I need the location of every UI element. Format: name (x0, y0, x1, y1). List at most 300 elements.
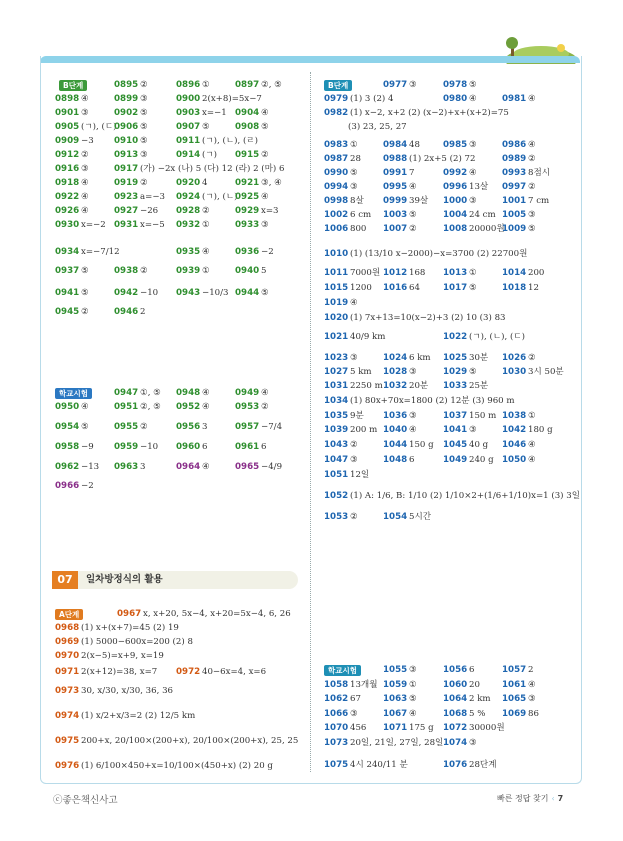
problem-number: 1002 (324, 210, 349, 220)
answer-text: ② (528, 154, 536, 164)
answer-text: ④ (469, 94, 477, 104)
problem-number: 0980 (443, 94, 468, 104)
problem-number: 1019 (324, 298, 349, 308)
problem-number: 1045 (443, 440, 468, 450)
problem-number: 0895 (114, 80, 139, 90)
answer-text: ① (409, 680, 417, 690)
answer-text: −10 (140, 442, 159, 452)
problem-number: 1056 (443, 665, 468, 675)
answer-text: ① (528, 411, 536, 421)
problem-number: 1070 (324, 723, 349, 733)
answer-text: 20분 (409, 381, 429, 391)
answer-text: −10 (140, 288, 159, 298)
problem-number: 1022 (443, 332, 468, 342)
problem-number: 0964 (176, 462, 201, 472)
problem-number: 1041 (443, 425, 468, 435)
problem-number: 0982 (324, 108, 349, 118)
answer-text: ④ (81, 402, 89, 412)
problem-number: 0973 (55, 686, 80, 696)
answer-text: 40/9 km (350, 332, 386, 342)
problem-number: 1028 (383, 367, 408, 377)
problem-number: 1069 (502, 709, 527, 719)
problem-number: 0956 (176, 422, 201, 432)
problem-number: 1029 (443, 367, 468, 377)
answer-text: (1) 80x+70x=1800 (2) 12분 (3) 960 m (350, 396, 515, 406)
answer-text: 175 g (409, 723, 434, 733)
problem-number: 1004 (443, 210, 468, 220)
column-divider (310, 72, 311, 772)
problem-number: 0967 (117, 609, 142, 619)
answer-text: ② (81, 307, 89, 317)
answer-text: ⑤ (140, 136, 148, 146)
answer-text: ⑤ (350, 168, 358, 178)
problem-number: 1062 (324, 694, 349, 704)
answer-text: ③ (140, 94, 148, 104)
problem-number: 0910 (114, 136, 139, 146)
answer-text: 20일, 21일, 27일, 28일 (350, 738, 444, 748)
problem-number: 0943 (176, 288, 201, 298)
answer-text: 30, x/30, x/30, 36, 36 (81, 686, 174, 696)
problem-number: 1074 (443, 738, 468, 748)
answer-text: 3 (202, 422, 208, 432)
answer-text: ⑤ (81, 422, 89, 432)
answer-text: ③ (140, 150, 148, 160)
answer-text: ② (528, 182, 536, 192)
problem-number: 1075 (324, 760, 349, 770)
answer-text: ⑤ (469, 367, 477, 377)
problem-number: 1073 (324, 738, 349, 748)
answer-text: 5 km (350, 367, 372, 377)
answer-text: x=−2 (81, 220, 106, 230)
answer-text: ③ (409, 80, 417, 90)
answer-text: 40 g (469, 440, 489, 450)
answer-text: ③ (409, 411, 417, 421)
problem-number: 0918 (55, 178, 80, 188)
problem-number: 1038 (502, 411, 527, 421)
answer-text: (3) 23, 25, 27 (348, 122, 407, 132)
problem-number: 0900 (176, 94, 201, 104)
problem-number: 0984 (383, 140, 408, 150)
problem-number: 1076 (443, 760, 468, 770)
problem-number: 0899 (114, 94, 139, 104)
problem-number: 0961 (235, 442, 260, 452)
answer-text: ⑤ (409, 210, 417, 220)
answer-text: ⑤ (140, 108, 148, 118)
problem-number: 0932 (176, 220, 201, 230)
problem-number: 1043 (324, 440, 349, 450)
answer-text: 5시간 (409, 512, 432, 522)
answer-text: 2 (528, 665, 534, 675)
answer-text: ④ (409, 709, 417, 719)
answer-text: 12일 (350, 470, 370, 480)
problem-number: 0955 (114, 422, 139, 432)
problem-number: 1016 (383, 283, 408, 293)
problem-number: 1049 (443, 455, 468, 465)
answer-text: 150 g (409, 440, 434, 450)
problem-number: 1037 (443, 411, 468, 421)
problem-number: 0960 (176, 442, 201, 452)
answer-text: ⑤ (140, 122, 148, 132)
answer-text: ② (261, 402, 269, 412)
problem-number: 1012 (383, 268, 408, 278)
answer-text: 6 km (409, 353, 431, 363)
answer-text: 150 m (469, 411, 497, 421)
answer-text: ③ (469, 196, 477, 206)
problem-number: 0986 (502, 140, 527, 150)
answer-text: 180 g (528, 425, 553, 435)
answer-text: ③ (81, 164, 89, 174)
answer-text: 7000원 (350, 268, 381, 278)
problem-number: 1040 (383, 425, 408, 435)
answer-text: ④ (528, 440, 536, 450)
problem-number: 0993 (502, 168, 527, 178)
problem-number: 0985 (443, 140, 468, 150)
problem-number: 1057 (502, 665, 527, 675)
answer-text: ④ (261, 388, 269, 398)
problem-number: 0920 (176, 178, 201, 188)
answer-text: ① (469, 268, 477, 278)
problem-number: 0935 (176, 247, 201, 257)
answer-text: ③ (81, 108, 89, 118)
problem-number: 0989 (502, 154, 527, 164)
answer-text: ④ (81, 178, 89, 188)
problem-number: 1033 (443, 381, 468, 391)
problem-number: 0925 (235, 192, 260, 202)
answer-text: 48 (409, 140, 420, 150)
problem-number: 0926 (55, 206, 80, 216)
answer-text: ④ (202, 402, 210, 412)
problem-number: 1039 (324, 425, 349, 435)
answer-text: ③ (469, 738, 477, 748)
section-header (52, 571, 298, 589)
answer-text: x=−1 (202, 108, 227, 118)
problem-number: 0936 (235, 247, 260, 257)
answer-text: 4시 240/11 분 (350, 760, 408, 770)
problem-number: 0917 (114, 164, 139, 174)
problem-number: 0907 (176, 122, 201, 132)
answer-text: 200 (528, 268, 545, 278)
answer-text: ⑤ (261, 122, 269, 132)
problem-number: 0933 (235, 220, 260, 230)
answer-text: ④ (528, 94, 536, 104)
problem-number: 0901 (55, 108, 80, 118)
problem-number: 1051 (324, 470, 349, 480)
answer-text: 39살 (409, 196, 429, 206)
answer-text: 8살 (350, 196, 364, 206)
problem-number: 0997 (502, 182, 527, 192)
answer-text: x=3 (261, 206, 279, 216)
answer-text: ③ (469, 425, 477, 435)
answer-text: ① (202, 220, 210, 230)
answer-text: ④ (81, 206, 89, 216)
answer-text: ④ (81, 94, 89, 104)
answer-text: 2(x−5)=x+9, x=19 (81, 651, 164, 661)
problem-number: 1072 (443, 723, 468, 733)
answer-text: 6 cm (350, 210, 372, 220)
answer-text: ④ (528, 140, 536, 150)
problem-number: 0928 (176, 206, 201, 216)
answer-text: 200+x, 20/100×(200+x), 20/100×(200+x), 25, 25 (81, 736, 299, 746)
answer-text: ② (202, 206, 210, 216)
problem-number: 0911 (176, 136, 201, 146)
problem-number: 0971 (55, 667, 80, 677)
problem-number: 0913 (114, 150, 139, 160)
problem-number: 0915 (235, 150, 260, 160)
answer-text: ① (350, 140, 358, 150)
problem-number: 0949 (235, 388, 260, 398)
answer-text: ③ (528, 694, 536, 704)
answer-text: ④ (202, 462, 210, 472)
problem-number: 1011 (324, 268, 349, 278)
problem-number: 0919 (114, 178, 139, 188)
problem-number: 1021 (324, 332, 349, 342)
answer-text: −10/3 (202, 288, 229, 298)
problem-number: 1018 (502, 283, 527, 293)
problem-number: 1027 (324, 367, 349, 377)
problem-number: 1068 (443, 709, 468, 719)
problem-number: 0966 (55, 481, 80, 491)
answer-text: ⑤ (81, 288, 89, 298)
level-badge: B단계 (59, 80, 87, 91)
answer-text: ⑤ (409, 694, 417, 704)
problem-number: 1017 (443, 283, 468, 293)
answer-text: 240 g (469, 455, 494, 465)
answer-text: 800 (350, 224, 367, 234)
answer-text: ③, ④ (261, 178, 282, 188)
answer-text: ② (528, 353, 536, 363)
problem-number: 0931 (114, 220, 139, 230)
problem-number: 0988 (383, 154, 408, 164)
answer-text: ③ (409, 665, 417, 675)
answer-text: 6 (202, 442, 208, 452)
answer-text: 30분 (469, 353, 489, 363)
problem-number: 1024 (383, 353, 408, 363)
answer-text: ④ (409, 182, 417, 192)
problem-number: 1000 (443, 196, 468, 206)
answer-text: ①, ⑤ (140, 388, 161, 398)
problem-number: 0948 (176, 388, 201, 398)
answer-text: (ㄱ), (ㄷ) (81, 122, 117, 132)
answer-text: (1) 6/100×450+x=10/100×(450+x) (2) 20 g (81, 761, 273, 771)
answer-text: ⑤ (202, 122, 210, 132)
answer-text: ② (81, 150, 89, 160)
answer-text: (ㄱ), (ㄴ), (ㄹ) (202, 136, 258, 146)
problem-number: 1008 (443, 224, 468, 234)
problem-number: 1071 (383, 723, 408, 733)
problem-number: 1035 (324, 411, 349, 421)
answer-text: ⑤ (528, 224, 536, 234)
problem-number: 1048 (383, 455, 408, 465)
problem-number: 0963 (114, 462, 139, 472)
answer-text: 2250 m (350, 381, 383, 391)
problem-number: 0942 (114, 288, 139, 298)
chevron-left-icon: ‹ (551, 794, 555, 803)
problem-number: 0951 (114, 402, 139, 412)
level-badge: 학교시험 (324, 665, 361, 676)
answer-text: (1) 3 (2) 4 (350, 94, 394, 104)
problem-number: 0958 (55, 442, 80, 452)
problem-number: 0945 (55, 307, 80, 317)
answer-text: ② (261, 150, 269, 160)
answer-text: 456 (350, 723, 367, 733)
problem-number: 0898 (55, 94, 80, 104)
answer-text: x=−7/12 (81, 247, 120, 257)
answer-text: 86 (528, 709, 539, 719)
answer-text: ② (140, 178, 148, 188)
problem-number: 0950 (55, 402, 80, 412)
section-title: 일차방정식의 활용 (86, 574, 163, 585)
answer-text: −3 (81, 136, 94, 146)
problem-number: 0897 (235, 80, 260, 90)
answer-text: (ㄱ), (ㄴ), (ㄷ) (469, 332, 525, 342)
problem-number: 1023 (324, 353, 349, 363)
answer-text: ④ (409, 425, 417, 435)
problem-number: 0916 (55, 164, 80, 174)
problem-number: 0946 (114, 307, 139, 317)
answer-text: ④ (81, 192, 89, 202)
problem-number: 0976 (55, 761, 80, 771)
problem-number: 0938 (114, 266, 139, 276)
answer-text: 30000원 (469, 723, 505, 733)
problem-number: 1055 (383, 665, 408, 675)
answer-text: 12 (528, 283, 539, 293)
answer-text: 67 (350, 694, 361, 704)
answer-text: ④ (469, 168, 477, 178)
answer-text: ③ (350, 709, 358, 719)
problem-number: 0959 (114, 442, 139, 452)
problem-number: 1025 (443, 353, 468, 363)
answer-text: 3 (140, 462, 146, 472)
problem-number: 0908 (235, 122, 260, 132)
answer-text: −4/9 (261, 462, 283, 472)
answer-text: (1) x/2+x/3=2 (2) 12/5 km (81, 711, 196, 721)
answer-text: (1) 7x+13=10(x−2)+3 (2) 10 (3) 83 (350, 313, 506, 323)
level-badge: 학교시험 (55, 388, 92, 399)
level-badge: A단계 (55, 609, 83, 620)
problem-number: 0968 (55, 623, 80, 633)
problem-number: 0934 (55, 247, 80, 257)
answer-text: −13 (81, 462, 100, 472)
answer-text: x, x+20, 5x−4, x+20=5x−4, 6, 26 (143, 609, 291, 619)
answer-text: ① (202, 266, 210, 276)
problem-number: 1026 (502, 353, 527, 363)
answer-text: 9분 (350, 411, 364, 421)
answer-text: 2 km (469, 694, 491, 704)
answer-text: ③ (261, 220, 269, 230)
problem-number: 0995 (383, 182, 408, 192)
problem-number: 1067 (383, 709, 408, 719)
problem-number: 0940 (235, 266, 260, 276)
problem-number: 1053 (324, 512, 349, 522)
problem-number: 0953 (235, 402, 260, 412)
answer-text: ④ (261, 192, 269, 202)
answer-text: 3시 50분 (528, 367, 564, 377)
problem-number: 1047 (324, 455, 349, 465)
problem-number: 1063 (383, 694, 408, 704)
answer-text: 13개월 (350, 680, 378, 690)
answer-text: ② (409, 224, 417, 234)
problem-number: 1058 (324, 680, 349, 690)
problem-number: 1064 (443, 694, 468, 704)
answer-text: 25분 (469, 381, 489, 391)
answer-text: ② (140, 266, 148, 276)
problem-number: 1013 (443, 268, 468, 278)
problem-number: 0939 (176, 266, 201, 276)
answer-text: (1) (13/10 x−2000)−x=3700 (2) 22700원 (350, 249, 528, 259)
footer-label: 빠른 정답 찾기 (497, 794, 549, 803)
answer-text: −7/4 (261, 422, 283, 432)
answer-text: −26 (140, 206, 159, 216)
problem-number: 0914 (176, 150, 201, 160)
answer-text: ⑤ (469, 80, 477, 90)
answer-text: −2 (81, 481, 94, 491)
answer-text: ⑤ (469, 283, 477, 293)
problem-number: 0977 (383, 80, 408, 90)
problem-number: 0996 (443, 182, 468, 192)
answer-text: 2(x+8)=5x−7 (202, 94, 262, 104)
problem-number: 0896 (176, 80, 201, 90)
problem-number: 0972 (176, 667, 201, 677)
answer-text: (가) −2x (나) 5 (다) 12 (라) 2 (마) 6 (140, 164, 285, 174)
answer-text: ③ (350, 182, 358, 192)
problem-number: 1061 (502, 680, 527, 690)
problem-number: 1006 (324, 224, 349, 234)
answer-text: ②, ⑤ (261, 80, 282, 90)
section-number: 07 (52, 571, 78, 589)
answer-text: ④ (350, 298, 358, 308)
problem-number: 0983 (324, 140, 349, 150)
answer-text: (1) A: 1/6, B: 1/10 (2) 1/10×2+(1/6+1/10)x=1 (3) 3일 (350, 491, 581, 501)
problem-number: 1060 (443, 680, 468, 690)
answer-text: x=−5 (140, 220, 165, 230)
answer-text: ④ (528, 680, 536, 690)
problem-number: 0969 (55, 637, 80, 647)
answer-text: ③ (528, 210, 536, 220)
problem-number: 0954 (55, 422, 80, 432)
problem-number: 1001 (502, 196, 527, 206)
problem-number: 0987 (324, 154, 349, 164)
problem-number: 1003 (383, 210, 408, 220)
problem-number: 0978 (443, 80, 468, 90)
problem-number: 0903 (176, 108, 201, 118)
page-number: 7 (557, 794, 564, 803)
problem-number: 1046 (502, 440, 527, 450)
problem-number: 1015 (324, 283, 349, 293)
problem-number: 0944 (235, 288, 260, 298)
problem-number: 1042 (502, 425, 527, 435)
answer-text: a=−3 (140, 192, 165, 202)
problem-number: 1052 (324, 491, 349, 501)
problem-number: 0975 (55, 736, 80, 746)
problem-number: 0927 (114, 206, 139, 216)
answer-text: ③ (469, 140, 477, 150)
problem-number: 0990 (324, 168, 349, 178)
problem-number: 0921 (235, 178, 260, 188)
answer-text: 7 cm (528, 196, 550, 206)
problem-number: 0998 (324, 196, 349, 206)
answer-text: ② (140, 422, 148, 432)
problem-number: 0923 (114, 192, 139, 202)
answer-text: 28 (350, 154, 361, 164)
problem-number: 0952 (176, 402, 201, 412)
problem-number: 0904 (235, 108, 260, 118)
answer-text: 4 (202, 178, 208, 188)
problem-number: 1032 (383, 381, 408, 391)
problem-number: 1005 (502, 210, 527, 220)
publisher-label: ⓒ좋은책신사고 (53, 795, 118, 806)
answer-text: 24 cm (469, 210, 496, 220)
problem-number: 1066 (324, 709, 349, 719)
